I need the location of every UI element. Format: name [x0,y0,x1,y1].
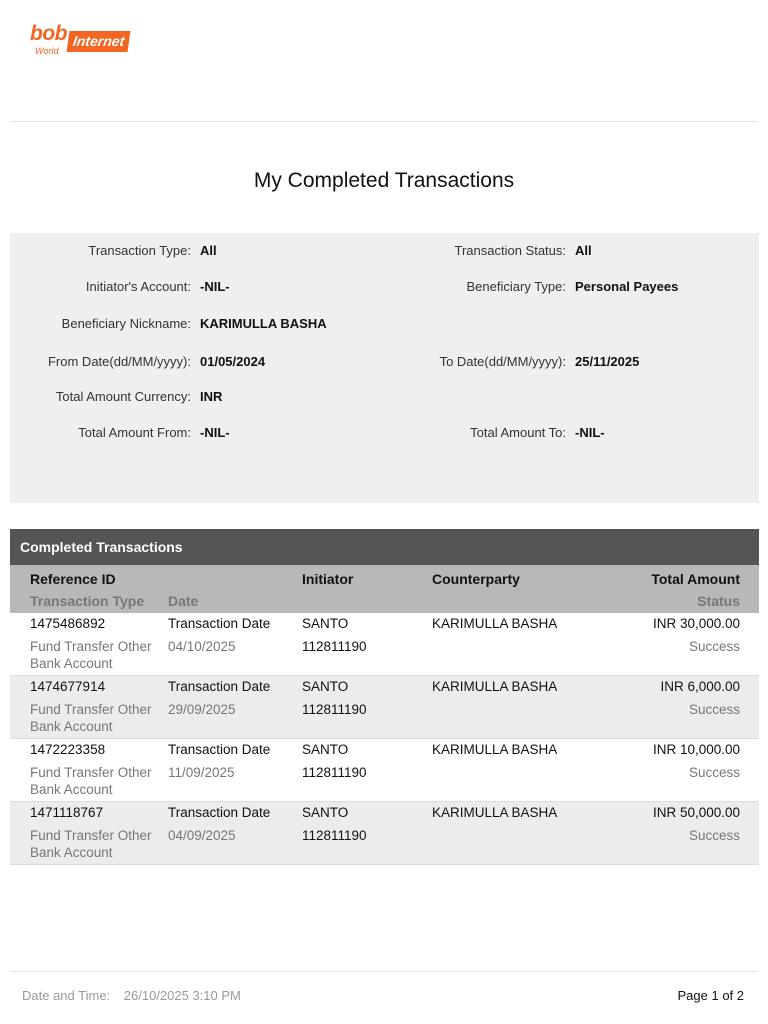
logo-bob-text: bob [30,22,67,45]
footer-divider [10,971,758,972]
criteria-value: All [575,242,592,258]
status-text: Success [688,765,740,780]
header-initiator: Initiator [302,571,354,587]
counterparty: KARIMULLA BASHA [432,805,558,820]
table-row [10,739,759,802]
transaction-date: 04/10/2025 [168,639,236,654]
criteria-value: All [200,242,217,258]
criteria-total-amount-currency [10,386,222,406]
criteria-transaction-type [10,240,217,260]
criteria-value: -NIL- [575,424,605,440]
transaction-type: Fund Transfer Other [30,702,152,717]
criteria-from-date [10,351,265,371]
criteria-total-amount-from [10,422,230,442]
completed-transactions-table [10,529,759,865]
total-amount: INR 30,000.00 [652,616,740,631]
transaction-type-cont: Bank Account [30,782,113,797]
header-total-amount: Total Amount [651,571,740,587]
transaction-type: Fund Transfer Other [30,639,152,654]
table-row [10,802,759,865]
reference-id: 1471118767 [30,805,104,820]
criteria-label: Total Amount From: [78,424,191,440]
transaction-date: 04/09/2025 [168,828,236,843]
initiator-name: SANTO [302,805,349,820]
table-column-headers [10,565,759,613]
counterparty: KARIMULLA BASHA [432,616,558,631]
criteria-value: Personal Payees [575,278,679,294]
header-divider [10,121,758,122]
initiator-name: SANTO [302,679,349,694]
criteria-initiator-account [10,276,230,296]
counterparty: KARIMULLA BASHA [432,742,558,757]
criteria-beneficiary-type [381,276,678,296]
transaction-type: Fund Transfer Other [30,765,152,780]
transaction-type: Fund Transfer Other [30,828,152,843]
criteria-label: Total Amount To: [470,424,566,440]
date-label: Transaction Date [168,679,271,694]
page-title: My Completed Transactions [253,169,515,192]
total-amount: INR 10,000.00 [652,742,740,757]
table-title: Completed Transactions [10,529,759,565]
date-label: Transaction Date [168,805,271,820]
header-date: Date [168,593,199,609]
criteria-label: Beneficiary Type: [466,278,566,294]
header-counterparty: Counterparty [432,571,520,587]
table-row [10,676,759,739]
reference-id: 1474677914 [30,679,106,694]
criteria-transaction-status [381,240,592,260]
transaction-date: 29/09/2025 [168,702,236,717]
criteria-value: INR [200,388,223,404]
logo-world-text: World [35,46,59,56]
datetime-value: 26/10/2025 3:10 PM [123,988,241,1003]
reference-id: 1472223358 [30,742,106,757]
header-status: Status [697,593,740,609]
initiator-account: 112811190 [302,765,367,780]
initiator-name: SANTO [302,742,349,757]
reference-id: 1475486892 [30,616,106,631]
bob-world-internet-logo [30,22,140,62]
initiator-account: 112811190 [302,702,367,717]
criteria-label: From Date(dd/MM/yyyy): [47,353,191,369]
criteria-value: KARIMULLA BASHA [200,315,327,331]
transaction-type-cont: Bank Account [30,845,113,860]
criteria-total-amount-to [381,422,605,442]
criteria-value: -NIL- [200,278,230,294]
status-text: Success [688,639,740,654]
header-reference-id: Reference ID [30,571,116,587]
counterparty: KARIMULLA BASHA [432,679,558,694]
criteria-label: Beneficiary Nickname: [61,315,191,331]
criteria-value: -NIL- [200,424,230,440]
total-amount: INR 50,000.00 [652,805,740,820]
table-row [10,613,759,676]
transaction-date: 11/09/2025 [168,765,235,780]
header-transaction-type: Transaction Type [30,593,145,609]
criteria-value: 25/11/2025 [575,353,640,369]
date-label: Transaction Date [168,616,271,631]
search-criteria-panel [10,233,759,503]
initiator-account: 112811190 [302,639,367,654]
date-label: Transaction Date [168,742,271,757]
criteria-label: Initiator's Account: [85,278,191,294]
initiator-name: SANTO [302,616,349,631]
transaction-type-cont: Bank Account [30,719,113,734]
status-text: Success [688,702,740,717]
page-number: Page 1 of 2 [677,988,744,1003]
criteria-label: To Date(dd/MM/yyyy): [439,353,566,369]
criteria-label: Transaction Status: [454,242,566,258]
status-text: Success [688,828,740,843]
datetime-label: Date and Time: [22,988,111,1003]
criteria-to-date [381,351,639,371]
criteria-label: Total Amount Currency: [55,388,191,404]
criteria-beneficiary-nickname [10,313,327,333]
criteria-value: 01/05/2024 [200,353,266,369]
transaction-type-cont: Bank Account [30,656,113,671]
initiator-account: 112811190 [302,828,367,843]
criteria-label: Transaction Type: [88,242,191,258]
footer-datetime [22,988,241,1003]
total-amount: INR 6,000.00 [660,679,740,694]
logo-internet-text: Internet [67,31,131,52]
